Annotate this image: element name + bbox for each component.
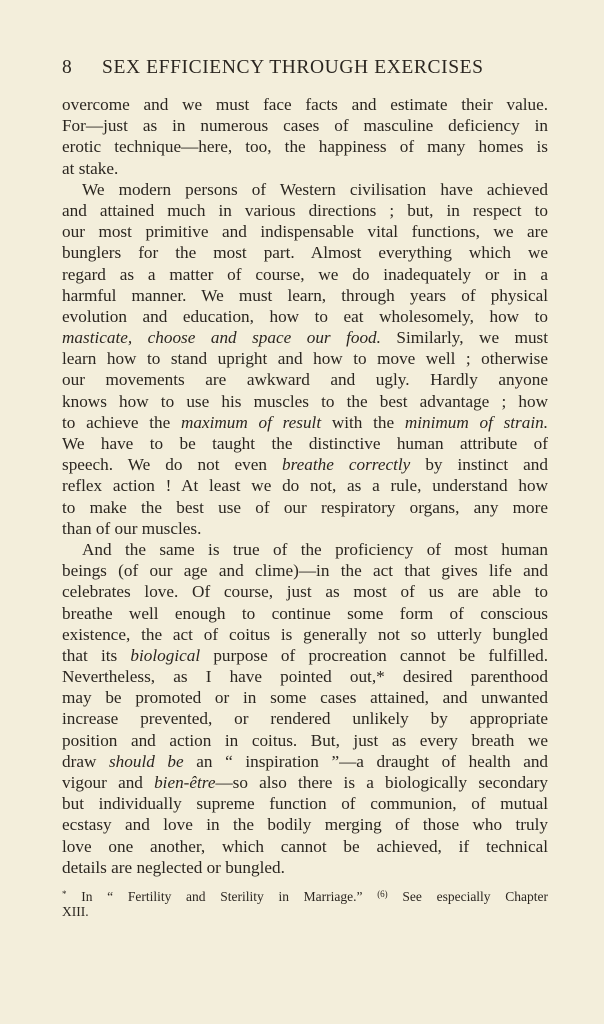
italic-phrase: bien-être [154, 773, 216, 792]
body-text [62, 94, 548, 878]
italic-phrase: maximum of result [180, 412, 322, 432]
text-line: beings (of our age and clime)—in the act that gives life and [62, 561, 548, 581]
text-line: overcome and we must face facts and estimate their value. [62, 95, 548, 114]
paragraph-start-line: We modern persons of Western civilisation have achieved [82, 179, 548, 199]
footnote-line: XIII. [62, 904, 89, 919]
text-line: evolution and education, how to eat wholesomely, how to [62, 306, 548, 326]
text-line: bunglers for the most part. Almost everything which we [62, 243, 548, 263]
text-line: but individually supreme function of communion, of mutual [62, 794, 548, 814]
text-line: learn how to stand upright and how to move well ; otherwise [62, 349, 548, 369]
text-line: erotic technique—here, too, the happiness of many homes is [62, 137, 548, 157]
paragraph-start-line: And the same is true of the proficiency of most human [82, 539, 548, 559]
text-line: that its biological purpose of procreation cannot be fulfilled. [62, 645, 548, 665]
text-line: harmful manner. We must learn, through years of physical [62, 285, 548, 305]
footnote [62, 887, 548, 919]
text-line: to make the best use of our respiratory organs, any more [62, 497, 548, 517]
text-line: draw should be an “ inspiration ”—a draught of health and [62, 751, 549, 771]
running-title: SEX EFFICIENCY THROUGH EXERCISES [102, 57, 484, 78]
text-line: knows how to use his muscles to the best advantage ; how [62, 391, 548, 411]
text-line: may be promoted or in some cases attained, and unwanted [62, 688, 548, 708]
text-line: vigour and bien-être—so also there is a biologically secondary [62, 773, 548, 792]
text-line: For—just as in numerous cases of masculine deficiency in [62, 116, 548, 136]
footnote-marker: * [62, 889, 67, 899]
text-line: We have to be taught the distinctive human attribute of [62, 434, 548, 453]
italic-phrase: breathe correctly [281, 455, 411, 475]
text-line: love one another, which cannot be achieved, if technical [62, 836, 548, 856]
text-line: at stake. [62, 158, 119, 178]
italic-phrase: minimum of strain. [404, 412, 548, 432]
text-line: masticate, choose and space our food. Similarly, we must [62, 328, 548, 348]
text-line: breathe well enough to continue some form of conscious [62, 603, 548, 623]
text-line: existence, the act of coitus is generally not so utterly bungled [62, 624, 548, 644]
text-line: ecstasy and love in the bodily merging of those who truly [62, 815, 548, 835]
reference-number: (6) [377, 889, 388, 899]
italic-phrase: biological [130, 645, 201, 665]
text-line: regard as a matter of course, we do inadequately or in a [62, 264, 548, 284]
text-line: to achieve the maximum of result with the minimum of strain. [62, 412, 548, 432]
text-line: Nevertheless, as I have pointed out,* desired parenthood [62, 667, 548, 687]
text-line: our most primitive and indispensable vital functions, we are [62, 222, 548, 242]
page-number: 8 [62, 57, 73, 78]
text-line: position and action in coitus. But, just as every breath we [62, 730, 548, 750]
text-line: speech. We do not even breathe correctly by instinct and [62, 455, 548, 475]
text-line: than of our muscles. [62, 518, 202, 538]
text-line: increase prevented, or rendered unlikely by appropriate [62, 709, 548, 729]
text-line: and attained much in various directions ; but, in respect to [62, 200, 548, 220]
text-line: details are neglected or bungled. [62, 857, 285, 877]
text-line: reflex action ! At least we do not, as a rule, understand how [62, 476, 548, 496]
italic-phrase: masticate, choose and space our food. [62, 328, 381, 348]
text-line: celebrates love. Of course, just as most of us are able to [62, 582, 548, 602]
italic-phrase: should be [108, 751, 184, 771]
running-header [62, 57, 522, 79]
footnote-line: * In “ Fertility and Sterility in Marriage.” $^{(6)}$ See especially Chapter [62, 889, 548, 904]
text-line: our movements are awkward and ugly. Hardly anyone [62, 370, 548, 390]
